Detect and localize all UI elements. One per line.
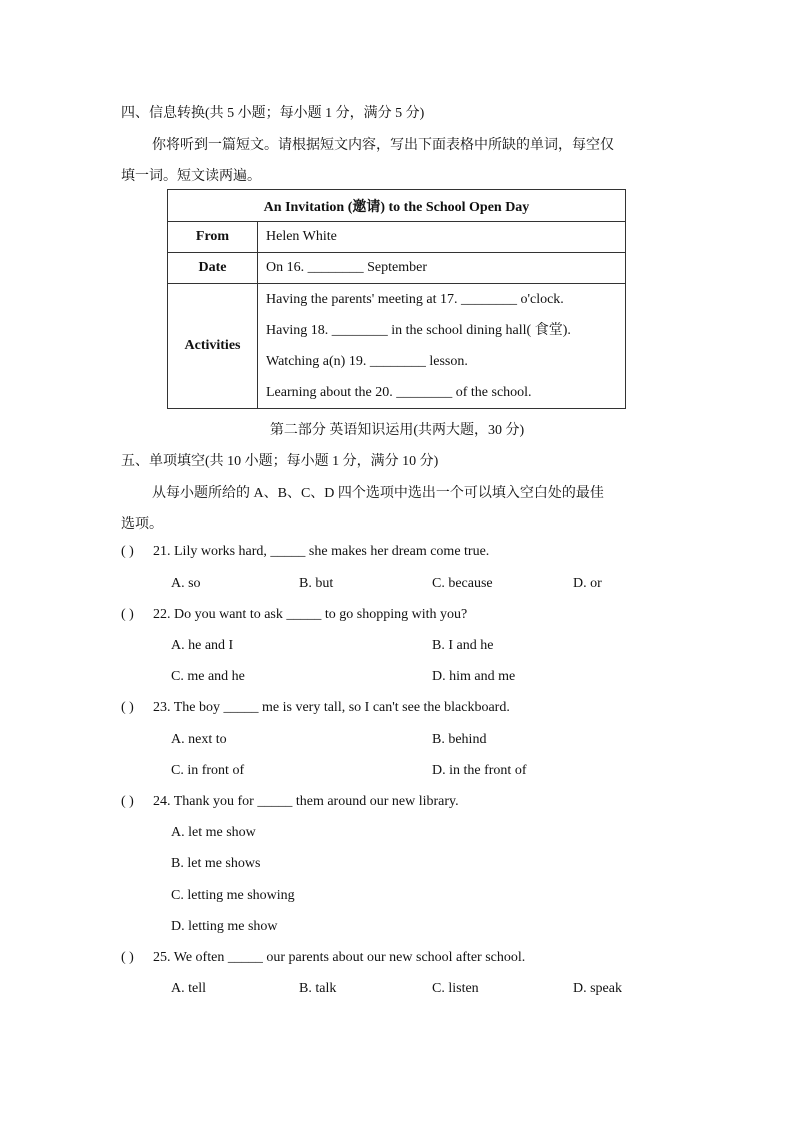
question-21 [121,544,489,560]
option-c: C. because [432,576,493,591]
section5-heading: 五、单项填空(共 10 小题；每小题 1 分，满分 10 分) [121,454,439,469]
question-stem: 25. We often _____ our parents about our new school after school. [153,950,526,965]
option-a: A. so [171,576,201,591]
invitation-table [167,189,626,409]
activities-label: Activities [168,284,258,409]
activity-item: Learning about the 20. ________ of the school. [266,385,532,400]
question-25 [121,950,525,966]
question-24 [121,794,459,810]
option-b: B. but [299,576,334,591]
option-a: A. tell [171,981,206,996]
option-a: A. he and I [171,638,234,653]
question-23 [121,700,510,716]
activity-item: Watching a(n) 19. ________ lesson. [266,354,468,369]
activity-item: Having the parents' meeting at 17. ________ o'clock. [266,292,564,307]
question-stem: 22. Do you want to ask _____ to go shopping with you? [153,607,468,622]
option-c: C. me and he [171,669,245,684]
question-stem: 24. Thank you for _____ them around our new library. [153,794,459,809]
section4-instructions-line2: 填一词。短文读两遍。 [121,169,261,184]
section4-heading: 四、信息转换(共 5 小题；每小题 1 分，满分 5 分) [121,106,425,121]
answer-paren[interactable]: ( ) [121,607,134,622]
from-label: From [168,222,258,253]
activity-item: Having 18. ________ in the school dining hall( 食堂). [266,323,571,338]
option-d: D. letting me show [171,919,278,934]
option-c: C. letting me showing [171,888,295,903]
option-a: A. next to [171,732,227,747]
section4-instructions-line1: 你将听到一篇短文。请根据短文内容，写出下面表格中所缺的单词，每空仅 [152,138,614,153]
activities-cell [258,284,626,409]
date-value: On 16. ________ September [258,253,626,284]
option-d: D. or [573,576,602,591]
option-b: B. let me shows [171,856,261,871]
section5-instructions-line2: 选项。 [121,517,163,532]
answer-paren[interactable]: ( ) [121,950,134,965]
section5-instructions-line1: 从每小题所给的 A、B、C、D 四个选项中选出一个可以填入空白处的最佳 [152,486,604,501]
date-label: Date [168,253,258,284]
option-a: A. let me show [171,825,256,840]
table-title: An Invitation (邀请) to the School Open Day [168,190,626,222]
option-b: B. talk [299,981,337,996]
option-c: C. in front of [171,763,245,778]
option-d: D. him and me [432,669,516,684]
option-c: C. listen [432,981,479,996]
option-b: B. behind [432,732,487,747]
part2-title: 第二部分 英语知识运用(共两大题，30 分) [269,423,525,438]
option-b: B. I and he [432,638,494,653]
answer-paren[interactable]: ( ) [121,794,134,809]
from-value: Helen White [258,222,626,253]
answer-paren[interactable]: ( ) [121,700,134,715]
question-stem: 23. The boy _____ me is very tall, so I can't see the blackboard. [153,700,510,715]
option-d: D. speak [573,981,622,996]
question-22 [121,607,467,623]
question-stem: 21. Lily works hard, _____ she makes her dream come true. [153,544,490,559]
answer-paren[interactable]: ( ) [121,544,134,559]
option-d: D. in the front of [432,763,527,778]
